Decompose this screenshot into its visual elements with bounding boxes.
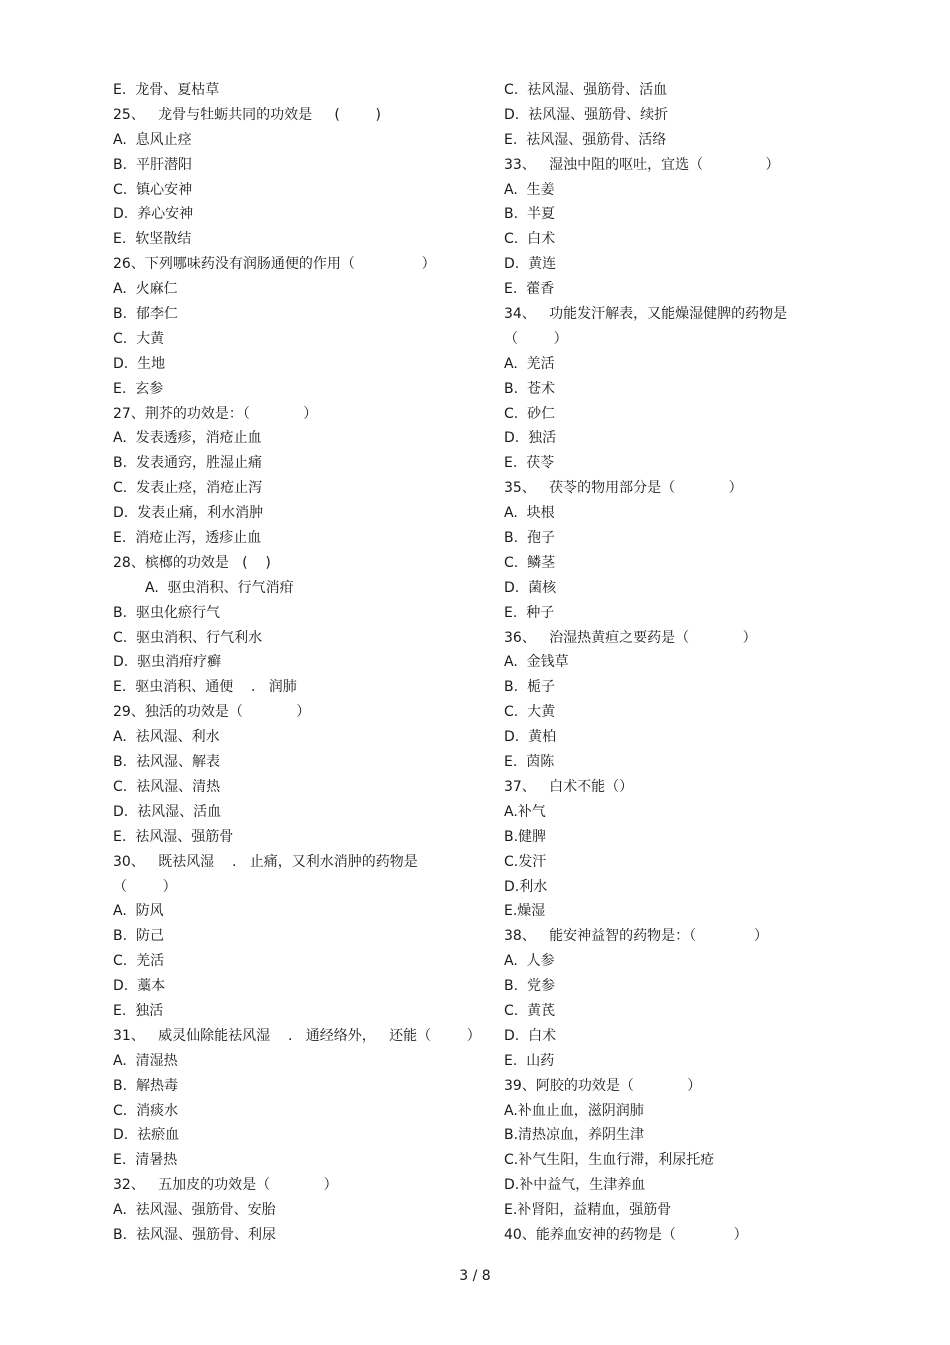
text-line: E. 茵陈 <box>504 754 555 771</box>
text-line: C. 黄芪 <box>504 1002 556 1019</box>
text-line: A. 金钱草 <box>504 654 569 671</box>
text-line: E. 清暑热 <box>113 1152 178 1169</box>
text-line: C. 祛风湿、清热 <box>113 778 221 795</box>
text-line: D. 菌核 <box>504 579 557 596</box>
text-line: B. 驱虫化瘀行气 <box>113 604 220 621</box>
text-line: E. 祛风湿、强筋骨、活络 <box>504 131 667 148</box>
text-line: A.补气 <box>504 803 546 820</box>
question-stem: 39、阿胶的功效是（ ） <box>504 1077 702 1094</box>
text-line: A. 羌活 <box>504 355 555 372</box>
left-column <box>113 78 483 1248</box>
text-line: D. 黄连 <box>504 256 557 273</box>
text-line: D. 祛风湿、活血 <box>113 803 222 820</box>
question-stem: 27、荆芥的功效是：（ ） <box>113 405 318 422</box>
text-line: B. 孢子 <box>504 530 555 547</box>
text-line: E. 种子 <box>504 604 555 621</box>
text-line: B. 祛风湿、强筋骨、利尿 <box>113 1226 276 1243</box>
text-line: B. 防己 <box>113 928 164 945</box>
text-line: B.清热凉血，养阴生津 <box>504 1127 645 1144</box>
question-stem: 31、 威灵仙除能祛风湿 . 通经络外， 还能（ ） <box>113 1027 481 1044</box>
text-line: D. 祛风湿、强筋骨、续折 <box>504 106 669 123</box>
text-line: A. 祛风湿、强筋骨、安胎 <box>113 1202 276 1219</box>
text-line: E. 软坚散结 <box>113 231 192 248</box>
text-line: E. 驱虫消积、通便 . 润肺 <box>113 679 297 696</box>
text-line: B. 苍术 <box>504 380 555 397</box>
question-stem: 33、 湿浊中阻的呕吐，宜选（ ） <box>504 156 780 173</box>
question-stem: 29、独活的功效是（ ） <box>113 704 311 721</box>
text-line: C. 大黄 <box>504 704 556 721</box>
text-line: C.补气生阳，生血行滞，利尿托疮 <box>504 1152 715 1169</box>
text-line: A. 息风止痉 <box>113 131 192 148</box>
text-line: B. 党参 <box>504 978 555 995</box>
text-line: D. 黄柏 <box>504 729 557 746</box>
text-line: B. 发表通窍，胜湿止痛 <box>113 455 262 472</box>
text-line: （ ） <box>504 330 568 347</box>
text-line: C.发汗 <box>504 853 547 870</box>
question-stem: 28、槟榔的功效是 ( ) <box>113 554 271 571</box>
text-line: A. 块根 <box>504 505 555 522</box>
text-line: D. 养心安神 <box>113 206 194 223</box>
text-line: D.利水 <box>504 878 548 895</box>
text-line: E.补肾阳，益精血，强筋骨 <box>504 1202 672 1219</box>
question-stem: 35、 茯苓的物用部分是（ ） <box>504 480 743 497</box>
text-line: B. 半夏 <box>504 206 555 223</box>
question-stem: 38、 能安神益智的药物是：（ ） <box>504 928 769 945</box>
text-line: D. 祛瘀血 <box>113 1127 180 1144</box>
text-line: C. 驱虫消积、行气利水 <box>113 629 263 646</box>
text-line: D. 发表止痛，利水消肿 <box>113 505 264 522</box>
question-stem: 26、下列哪味药没有润肠通便的作用（ ） <box>113 256 436 273</box>
text-line: C. 镇心安神 <box>113 181 193 198</box>
text-line: E. 消疮止泻，透疹止血 <box>113 530 262 547</box>
question-stem: 32、 五加皮的功效是（ ） <box>113 1177 338 1194</box>
text-line: C. 羌活 <box>113 953 165 970</box>
question-stem: 34、 功能发汗解表，又能燥湿健脾的药物是 <box>504 306 788 323</box>
text-line: E. 玄参 <box>113 380 164 397</box>
text-line: C. 大黄 <box>113 330 165 347</box>
text-line: A. 祛风湿、利水 <box>113 729 220 746</box>
text-line: A. 生姜 <box>504 181 555 198</box>
text-line: C. 祛风湿、强筋骨、活血 <box>504 82 668 98</box>
text-line: E.燥湿 <box>504 903 546 920</box>
text-line: A. 驱虫消积、行气消疳 <box>145 579 294 596</box>
text-line: A. 人参 <box>504 953 555 970</box>
text-line: A. 火麻仁 <box>113 281 178 298</box>
text-line: B. 解热毒 <box>113 1077 178 1094</box>
text-line: D. 白术 <box>504 1027 557 1044</box>
text-line: E. 独活 <box>113 1002 164 1019</box>
text-line: E. 祛风湿、强筋骨 <box>113 828 234 845</box>
text-line: E. 山药 <box>504 1052 555 1069</box>
text-line: C. 消痰水 <box>113 1102 179 1119</box>
text-line: D. 独活 <box>504 430 557 447</box>
text-line: D. 生地 <box>113 355 166 372</box>
text-line: B.健脾 <box>504 828 547 845</box>
text-line: D.补中益气，生津养血 <box>504 1177 646 1194</box>
right-column <box>504 78 834 1248</box>
text-line: E. 茯苓 <box>504 455 555 472</box>
text-line: A. 发表透疹，消疮止血 <box>113 430 262 447</box>
text-line: E. 藿香 <box>504 281 555 298</box>
text-line: A. 防风 <box>113 903 164 920</box>
text-line: C. 发表止痉，消疮止泻 <box>113 480 263 497</box>
text-line: E. 龙骨、夏枯草 <box>113 82 220 98</box>
text-line: B. 栀子 <box>504 679 555 696</box>
question-stem: 37、 白术不能（） <box>504 778 634 795</box>
text-line: D. 驱虫消疳疗癣 <box>113 654 222 671</box>
text-line: B. 祛风湿、解表 <box>113 754 220 771</box>
text-line: B. 郁李仁 <box>113 306 178 323</box>
text-line: D. 藁本 <box>113 978 166 995</box>
page-number: 3 / 8 <box>459 1268 491 1284</box>
text-line: A. 清湿热 <box>113 1052 178 1069</box>
question-stem: 36、 治湿热黄疸之要药是（ ） <box>504 629 757 646</box>
text-line: C. 砂仁 <box>504 405 556 422</box>
text-line: A.补血止血，滋阴润肺 <box>504 1102 644 1119</box>
question-stem: 40、能养血安神的药物是（ ） <box>504 1226 748 1243</box>
text-line: C. 白术 <box>504 231 556 248</box>
text-line: （ ） <box>113 878 177 895</box>
question-stem: 25、 龙骨与牡蛎共同的功效是 ( ) <box>113 106 381 123</box>
text-line: B. 平肝潜阳 <box>113 156 192 173</box>
question-stem: 30、 既祛风湿 . 止痛，又利水消肿的药物是 <box>113 853 418 870</box>
text-line: C. 鳞茎 <box>504 554 556 571</box>
